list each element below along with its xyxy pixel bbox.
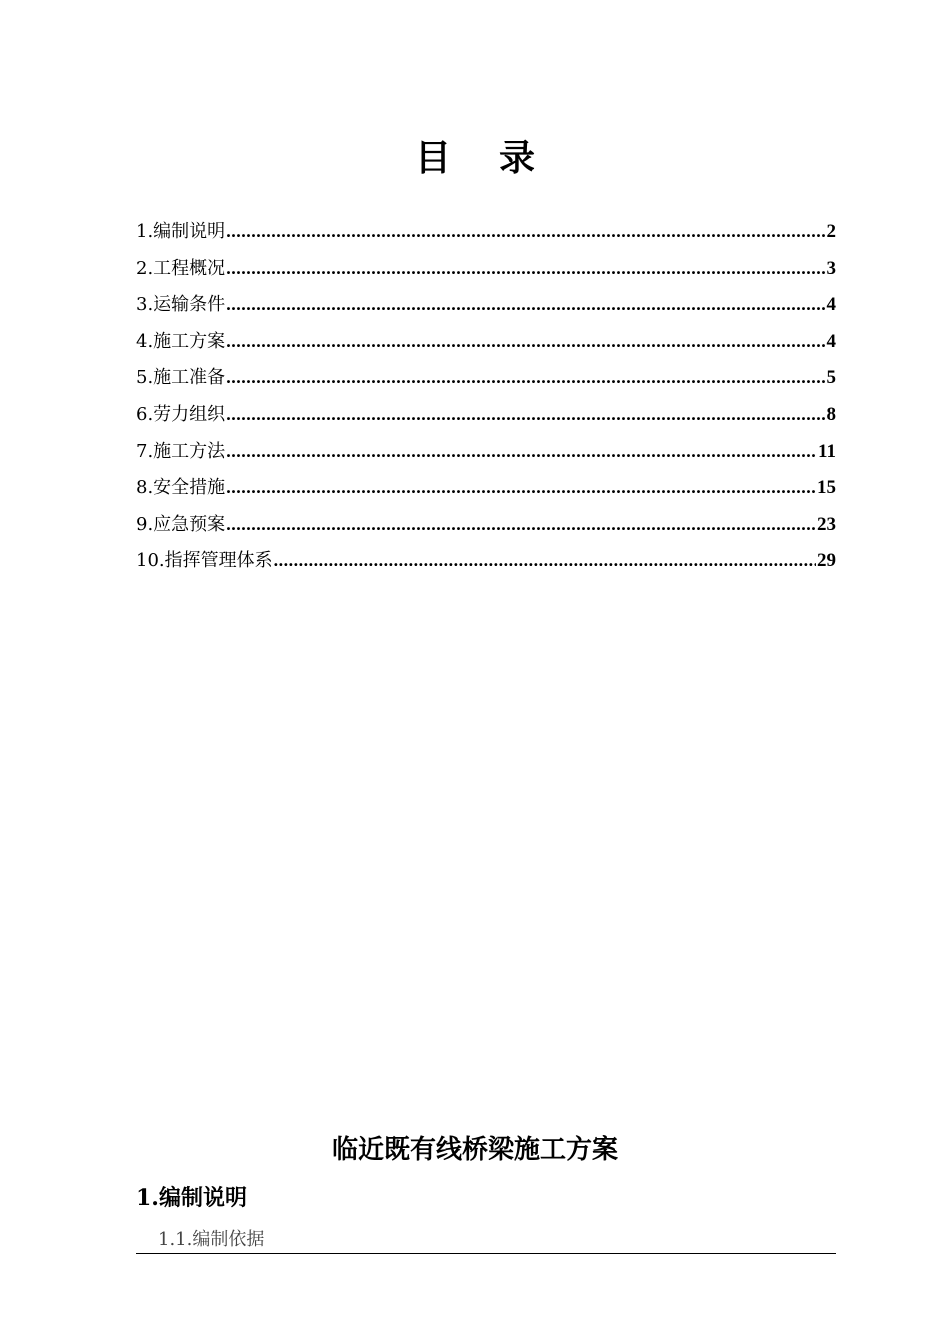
toc-list — [136, 213, 836, 579]
toc-entry-page: 23 — [817, 513, 836, 535]
toc-leader-dots — [274, 542, 816, 578]
toc-leader-dots — [226, 250, 825, 286]
toc-entry[interactable] — [136, 506, 836, 543]
toc-leader-dots — [226, 469, 816, 505]
toc-entry-label: 2.工程概况 — [136, 257, 226, 279]
toc-entry[interactable] — [136, 469, 836, 506]
toc-title-part2: 录 — [499, 137, 536, 179]
toc-entry-label: 7.施工方法 — [136, 440, 226, 462]
header-rule — [136, 1253, 836, 1254]
toc-title-part1: 目 — [414, 137, 451, 179]
toc-entry[interactable] — [136, 213, 836, 250]
toc-entry-page: 8 — [826, 403, 836, 425]
toc-entry-label: 10.指挥管理体系 — [136, 550, 273, 572]
toc-entry-page: 4 — [826, 294, 836, 316]
toc-entry[interactable] — [136, 359, 836, 396]
toc-leader-dots — [226, 213, 825, 249]
document-title: 临近既有线桥梁施工方案 — [331, 1135, 618, 1165]
toc-entry-label: 3.运输条件 — [136, 294, 226, 316]
toc-entry-label: 9.应急预案 — [136, 513, 226, 535]
toc-leader-dots — [226, 286, 825, 322]
subsection-heading: 1.1.编制依据 — [158, 1229, 265, 1250]
toc-entry-page: 11 — [818, 440, 836, 462]
toc-entry-label: 1.编制说明 — [136, 221, 226, 242]
toc-entry[interactable] — [136, 286, 836, 323]
toc-entry[interactable] — [136, 433, 836, 470]
toc-leader-dots — [226, 323, 825, 359]
toc-entry-label: 4.施工方案 — [136, 330, 226, 352]
toc-leader-dots — [226, 396, 825, 432]
toc-entry-label: 8.安全措施 — [136, 477, 226, 499]
toc-entry-page: 5 — [826, 367, 836, 389]
toc-leader-dots — [226, 359, 825, 395]
toc-title — [0, 132, 950, 184]
toc-entry-page: 3 — [826, 257, 836, 279]
toc-leader-dots — [226, 433, 817, 469]
toc-entry-label: 5.施工准备 — [136, 367, 226, 389]
section-heading: 1.编制说明 — [136, 1185, 247, 1211]
toc-entry[interactable] — [136, 323, 836, 360]
toc-entry-page: 2 — [826, 221, 836, 242]
toc-entry-label: 6.劳力组织 — [136, 403, 226, 425]
toc-entry[interactable] — [136, 396, 836, 433]
toc-entry[interactable] — [136, 542, 836, 579]
toc-entry-page: 29 — [817, 550, 836, 572]
toc-leader-dots — [226, 506, 816, 542]
toc-entry[interactable] — [136, 250, 836, 287]
toc-entry-page: 4 — [826, 330, 836, 352]
toc-entry-page: 15 — [817, 477, 836, 499]
